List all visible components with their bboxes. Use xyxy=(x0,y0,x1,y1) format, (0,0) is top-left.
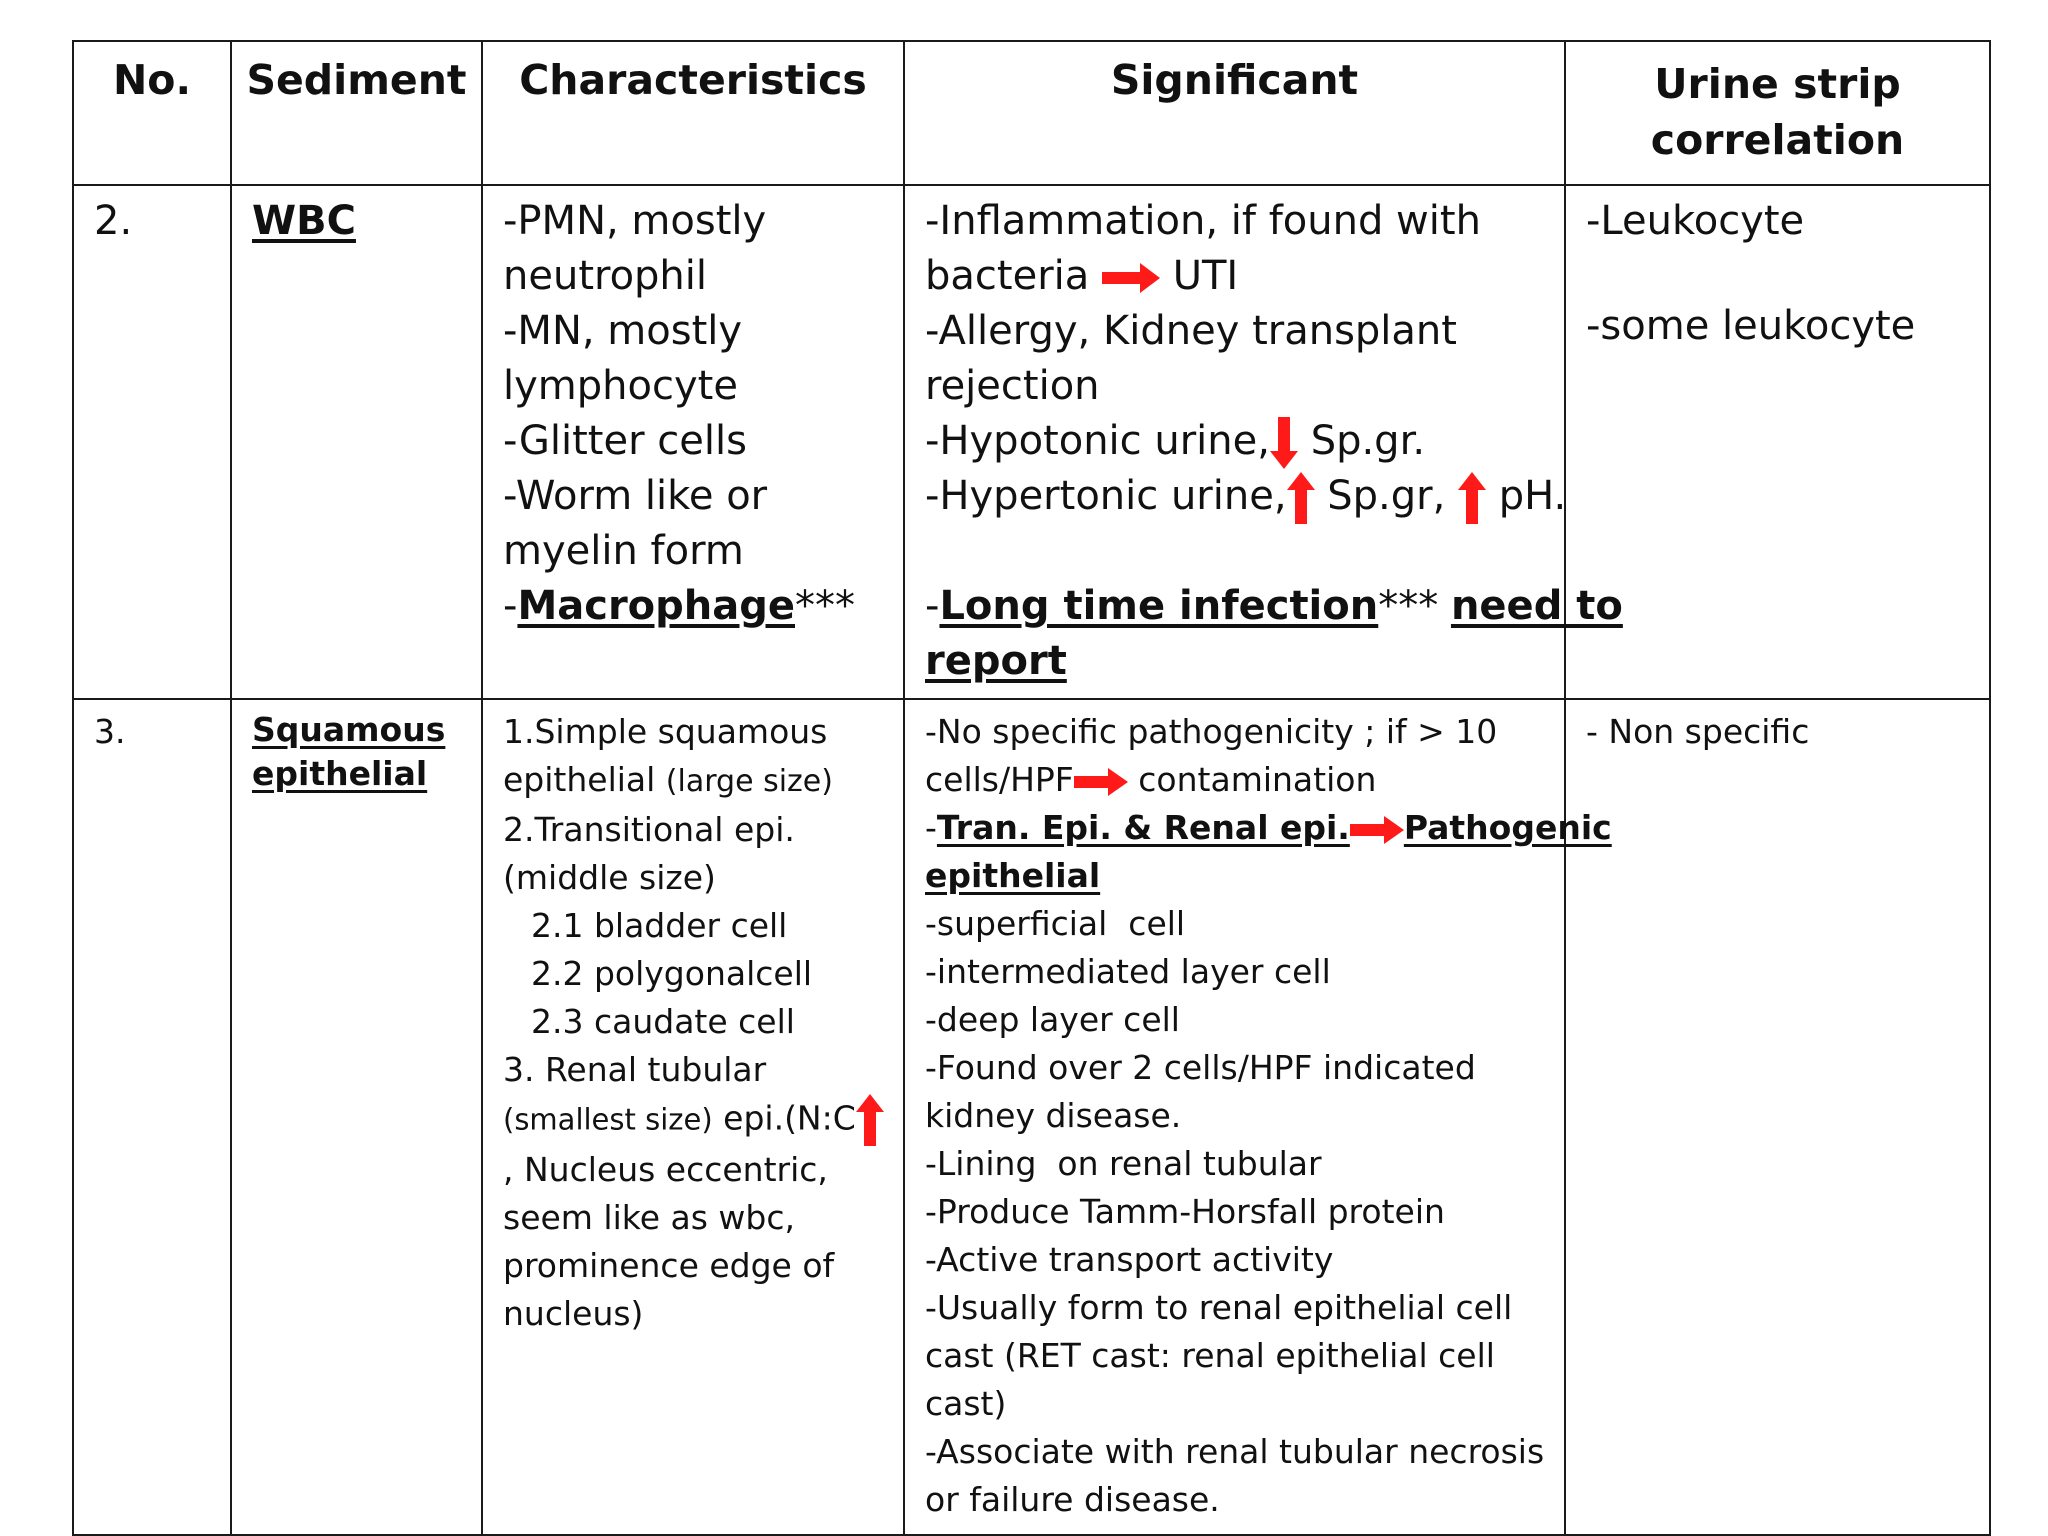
arrow-up-icon xyxy=(1458,472,1486,524)
char-line: -PMN, mostly xyxy=(503,198,767,244)
sig-line: rejection xyxy=(925,363,1100,409)
char-prefix: - xyxy=(503,583,518,629)
sig-line xyxy=(925,852,1554,900)
arrow-right-icon xyxy=(1074,768,1128,796)
char-line: 2.Transitional epi. xyxy=(503,810,795,849)
report-label: report xyxy=(925,638,1067,684)
epithelial-label: epithelial xyxy=(925,856,1101,895)
header-characteristics: Characteristics xyxy=(482,41,904,185)
sig-line: -Produce Tamm-Horsfall protein xyxy=(925,1192,1445,1231)
sig-line: -Associate with renal tubular necrosis xyxy=(925,1432,1545,1471)
char-line xyxy=(503,756,893,806)
sig-line: -Active transport activity xyxy=(925,1240,1334,1279)
sig-line: cast (RET cast: renal epithelial cell xyxy=(925,1336,1495,1375)
sig-line: -Allergy, Kidney transplant xyxy=(925,308,1457,354)
sig-line xyxy=(925,469,1567,524)
char-text: (large size) xyxy=(665,764,833,799)
sig-line: -intermediated layer cell xyxy=(925,952,1331,991)
sig-line xyxy=(925,249,1554,304)
row-number: 3. xyxy=(73,699,231,1535)
char-text: (smallest size) xyxy=(503,1102,713,1137)
header-no: No. xyxy=(73,41,231,185)
urine-line: -some leukocyte xyxy=(1586,303,1916,349)
characteristics-cell xyxy=(482,699,904,1535)
macrophage-label: Macrophage xyxy=(517,583,796,629)
pathogenic-label: Pathogenic xyxy=(1403,808,1612,847)
sig-line: -superficial cell xyxy=(925,904,1186,943)
sig-line: -Lining on renal tubular xyxy=(925,1144,1322,1183)
char-line: 2.3 caudate cell xyxy=(531,1002,795,1041)
urine-line: -Leukocyte xyxy=(1586,198,1805,244)
sig-line: -Found over 2 cells/HPF indicated xyxy=(925,1048,1476,1087)
sig-prefix: - xyxy=(925,583,940,629)
char-line: 3. Renal tubular xyxy=(503,1050,767,1089)
sig-line xyxy=(925,756,1554,804)
char-line: seem like as wbc, xyxy=(503,1198,795,1237)
urine-line: - Non specific xyxy=(1586,712,1810,751)
header-urine-line2: correlation xyxy=(1650,116,1905,164)
sig-line: -Usually form to renal epithelial cell xyxy=(925,1288,1513,1327)
spacer xyxy=(925,524,1554,579)
sig-line: kidney disease. xyxy=(925,1096,1182,1135)
sig-text: -Hypertonic urine, xyxy=(925,473,1287,519)
arrow-right-icon xyxy=(1350,816,1404,844)
sig-line xyxy=(925,579,1623,634)
tran-epi-label: Tran. Epi. & Renal epi. xyxy=(936,808,1350,847)
char-line xyxy=(503,579,893,634)
sig-line xyxy=(925,414,1554,469)
significant-cell xyxy=(904,185,1623,699)
char-line: myelin form xyxy=(503,528,744,574)
char-line: , Nucleus eccentric, xyxy=(503,1150,828,1189)
char-text: epi. xyxy=(712,1098,785,1138)
char-line: prominence edge of xyxy=(503,1246,835,1285)
header-row xyxy=(73,41,1990,185)
arrow-up-icon xyxy=(856,1094,884,1146)
char-line: nucleus) xyxy=(503,1294,644,1333)
char-line: (middle size) xyxy=(503,858,716,897)
need-to-label: need to xyxy=(1450,583,1623,629)
sediment-cell xyxy=(231,699,482,1535)
urine-strip-cell xyxy=(1565,699,1990,1535)
sig-text: pH. xyxy=(1498,473,1567,519)
header-urine-line1: Urine strip xyxy=(1654,60,1901,108)
sig-text: bacteria xyxy=(925,253,1090,299)
sediment-name: epithelial xyxy=(252,754,428,793)
char-line: neutrophil xyxy=(503,253,708,299)
table-row xyxy=(73,699,1990,1535)
sig-line xyxy=(925,634,1554,689)
table-row xyxy=(73,185,1990,699)
sediment-cell xyxy=(231,185,482,699)
characteristics-cell xyxy=(482,185,904,699)
char-line: -MN, mostly xyxy=(503,308,743,354)
sig-text: contamination xyxy=(1127,760,1377,799)
char-line xyxy=(503,1094,893,1146)
sig-line xyxy=(925,804,1612,852)
char-line: lymphocyte xyxy=(503,363,738,409)
sediment-table xyxy=(72,40,1991,1536)
char-line: 2.1 bladder cell xyxy=(531,906,788,945)
sig-text: UTI xyxy=(1172,253,1239,299)
header-significant: Significant xyxy=(904,41,1565,185)
sig-line: -Inflammation, if found with xyxy=(925,198,1481,244)
arrow-up-icon xyxy=(1287,472,1315,524)
char-text: (N:C xyxy=(784,1098,856,1138)
arrow-right-icon xyxy=(1102,263,1160,293)
spacer xyxy=(1586,249,1979,299)
sig-text: -Hypotonic urine, xyxy=(925,418,1270,464)
sediment-name: WBC xyxy=(252,198,356,244)
sig-text: Sp.gr. xyxy=(1310,418,1426,464)
sediment-name: Squamous xyxy=(252,710,446,749)
char-line: -Worm like or xyxy=(503,473,768,519)
char-text: epithelial xyxy=(503,760,666,799)
long-time-infection-label: Long time infection xyxy=(939,583,1379,629)
char-line: 1.Simple squamous xyxy=(503,712,828,751)
urine-strip-cell xyxy=(1565,185,1990,699)
row-number: 2. xyxy=(73,185,231,699)
sig-line: or failure disease. xyxy=(925,1480,1220,1519)
sig-prefix: - xyxy=(925,808,937,847)
header-sediment: Sediment xyxy=(231,41,482,185)
sig-text: Sp.gr, xyxy=(1327,473,1446,519)
sig-text: cells/HPF xyxy=(925,760,1074,799)
sig-line: -No specific pathogenicity ; if > 10 xyxy=(925,712,1498,751)
header-urine-strip xyxy=(1565,41,1990,185)
sig-line: -deep layer cell xyxy=(925,1000,1180,1039)
sig-line: cast) xyxy=(925,1384,1007,1423)
char-suffix: *** xyxy=(795,583,856,629)
char-line: 2.2 polygonalcell xyxy=(531,954,813,993)
significant-cell xyxy=(904,699,1612,1535)
arrow-down-icon xyxy=(1270,417,1298,469)
sig-text: *** xyxy=(1378,583,1451,629)
char-line: -Glitter cells xyxy=(503,418,747,464)
